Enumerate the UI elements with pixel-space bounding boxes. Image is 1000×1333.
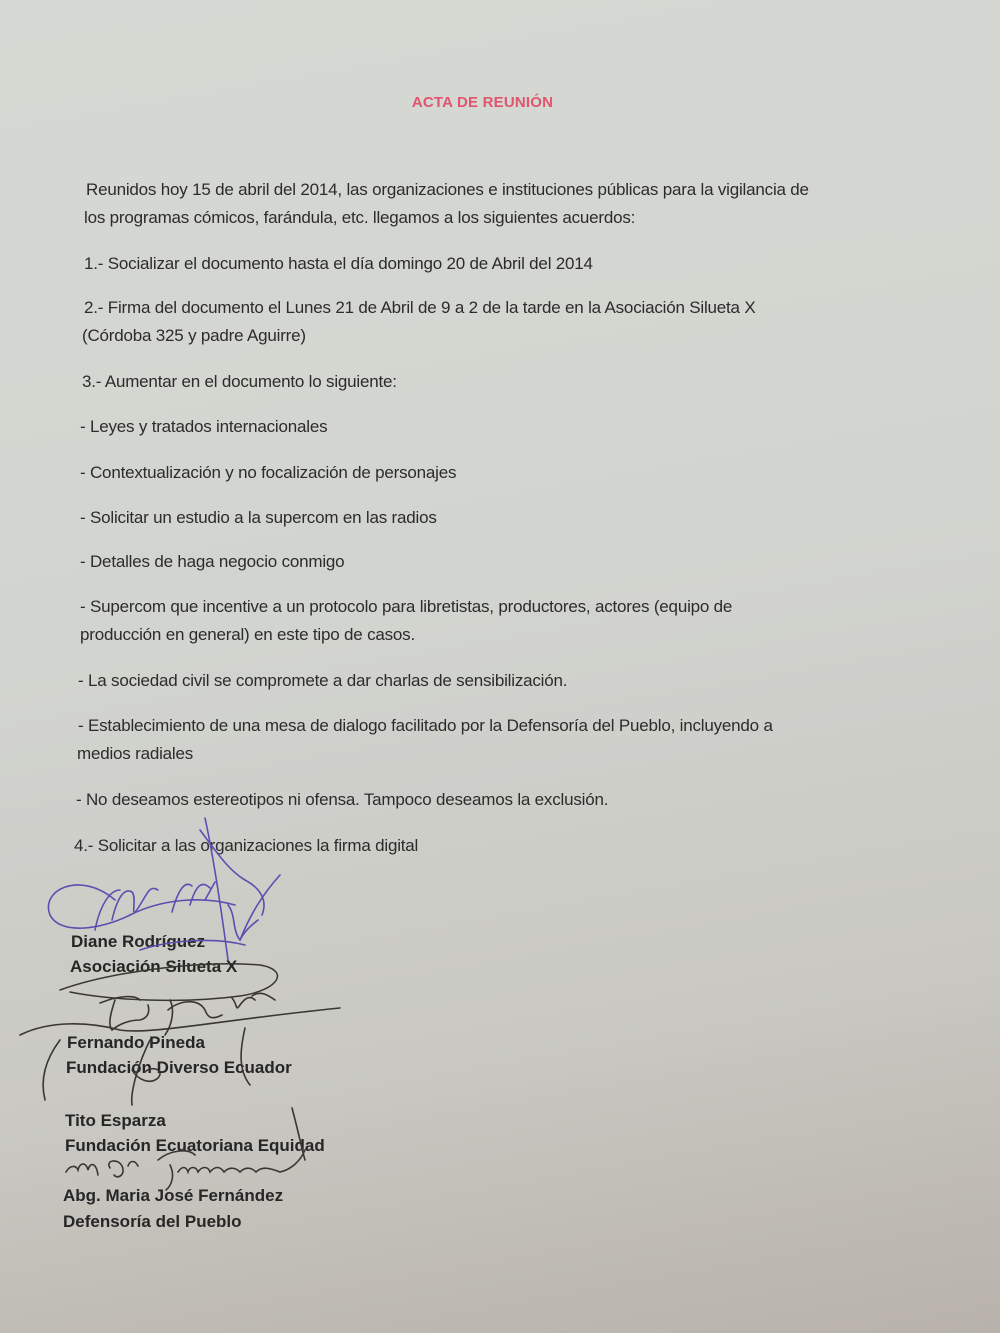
agreement-2-line-2: (Córdoba 325 y padre Aguirre) [82, 326, 306, 345]
agreement-3-bullet-2: - Contextualización y no focalización de personajes [80, 463, 457, 482]
agreement-3-bullet-5-line-2: producción en general) en este tipo de casos. [80, 625, 416, 644]
intro-line-1: Reunidos hoy 15 de abril del 2014, las organizaciones e instituciones públicas para la vigilancia de [86, 180, 809, 199]
agreement-1: 1.- Socializar el documento hasta el día domingo 20 de Abril del 2014 [84, 254, 593, 273]
signatory-3-name: Tito Esparza [65, 1111, 166, 1130]
intro-line-2: los programas cómicos, farándula, etc. llegamos a los siguientes acuerdos: [84, 208, 636, 227]
signatory-1-organization: Asociación Silueta X [70, 957, 238, 976]
agreement-3-bullet-4: - Detalles de haga negocio conmigo [80, 552, 345, 571]
agreement-3-bullet-8: - No deseamos estereotipos ni ofensa. Tampoco deseamos la exclusión. [76, 790, 609, 809]
agreement-3-bullet-6: - La sociedad civil se compromete a dar charlas de sensibilización. [78, 671, 568, 690]
agreement-3-bullet-1: - Leyes y tratados internacionales [80, 417, 328, 436]
agreement-3: 3.- Aumentar en el documento lo siguiente: [82, 372, 397, 391]
signatory-4-name: Abg. Maria José Fernández [63, 1186, 284, 1205]
agreement-3-bullet-7-line-1: - Establecimiento de una mesa de dialogo facilitado por la Defensoría del Pueblo, incluyendo a [78, 716, 773, 735]
document-title: ACTA DE REUNIÓN [411, 94, 554, 111]
agreement-4: 4.- Solicitar a las organizaciones la firma digital [74, 836, 419, 855]
signatory-3-organization: Fundación Ecuatoriana Equidad [65, 1136, 325, 1155]
signatory-2-organization: Fundación Diverso Ecuador [66, 1058, 292, 1077]
agreement-2-line-1: 2.- Firma del documento el Lunes 21 de Abril de 9 a 2 de la tarde en la Asociación Silueta X [84, 298, 756, 317]
agreement-3-bullet-3: - Solicitar un estudio a la supercom en las radios [80, 508, 437, 527]
signatory-1-name: Diane Rodríguez [71, 932, 206, 951]
agreement-3-bullet-7-line-2: medios radiales [77, 744, 194, 763]
signatory-4-organization: Defensoría del Pueblo [63, 1212, 242, 1231]
signatory-2-name: Fernando Pineda [67, 1033, 205, 1052]
agreement-3-bullet-5-line-1: - Supercom que incentive a un protocolo para libretistas, productores, actores (equipo de [80, 597, 733, 616]
